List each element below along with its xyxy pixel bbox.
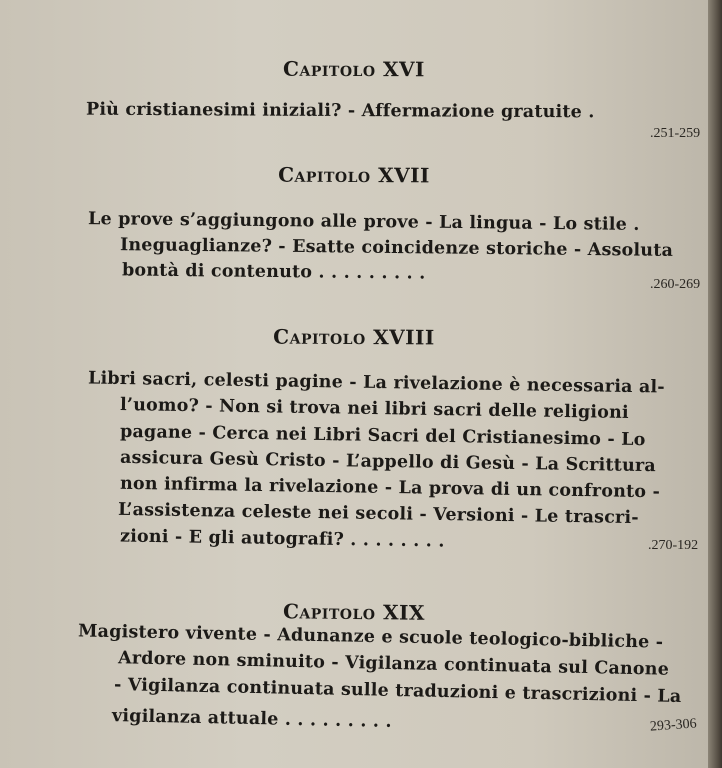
chapter-heading: Capitolo XVI: [283, 56, 425, 82]
chapter-line: l’uomo? - Non si trova nei libri sacri delle religioni: [119, 395, 629, 423]
chapter-line: zioni - E gli autografi? . . . . . . . .: [119, 526, 445, 552]
chapter-line: bontà di contenuto . . . . . . . . .: [121, 260, 426, 284]
chapter-line: non infirma la rivelazione - La prova di un confronto -: [119, 473, 661, 503]
chapter-line: Più cristianesimi iniziali? - Affermazione gratuite .: [85, 99, 595, 123]
page-range: .251-259: [650, 126, 701, 141]
chapter-line: vigilanza attuale . . . . . . . . .: [111, 706, 392, 732]
chapter-line: Libri sacri, celesti pagine - La rivelazione è necessaria al-: [87, 368, 665, 398]
page-edge: [708, 0, 722, 768]
chapter-line: Ineguaglianze? - Esatte coincidenze storiche - Assoluta: [119, 235, 674, 261]
page-range: 293-306: [649, 716, 698, 735]
chapter-line: pagane - Cerca nei Libri Sacri del Cristianesimo - Lo: [119, 421, 646, 451]
chapter-line: Magistero vivente - Adunanze e scuole teologico-bibliche -: [77, 621, 664, 653]
chapter-line: assicura Gesù Cristo - L’appello di Gesù - La Scrittura: [119, 447, 657, 477]
chapter-line: Ardore non sminuito - Vigilanza continuata sul Canone: [117, 648, 670, 680]
chapter-heading: Capitolo XIX: [282, 599, 426, 625]
chapter-line: - Vigilanza continuata sulle traduzioni e trascrizioni - La: [113, 675, 682, 707]
chapter-heading: Capitolo XVIII: [273, 324, 435, 350]
chapter-line: Le prove s’aggiungono alle prove - La lingua - Lo stile .: [87, 209, 640, 235]
chapter-line: L’assistenza celeste nei secoli - Versioni - Le trascri-: [117, 499, 639, 529]
chapter-heading: Capitolo XVII: [278, 162, 430, 188]
page-range: .260-269: [650, 277, 701, 292]
page-range: .270-192: [648, 538, 699, 553]
